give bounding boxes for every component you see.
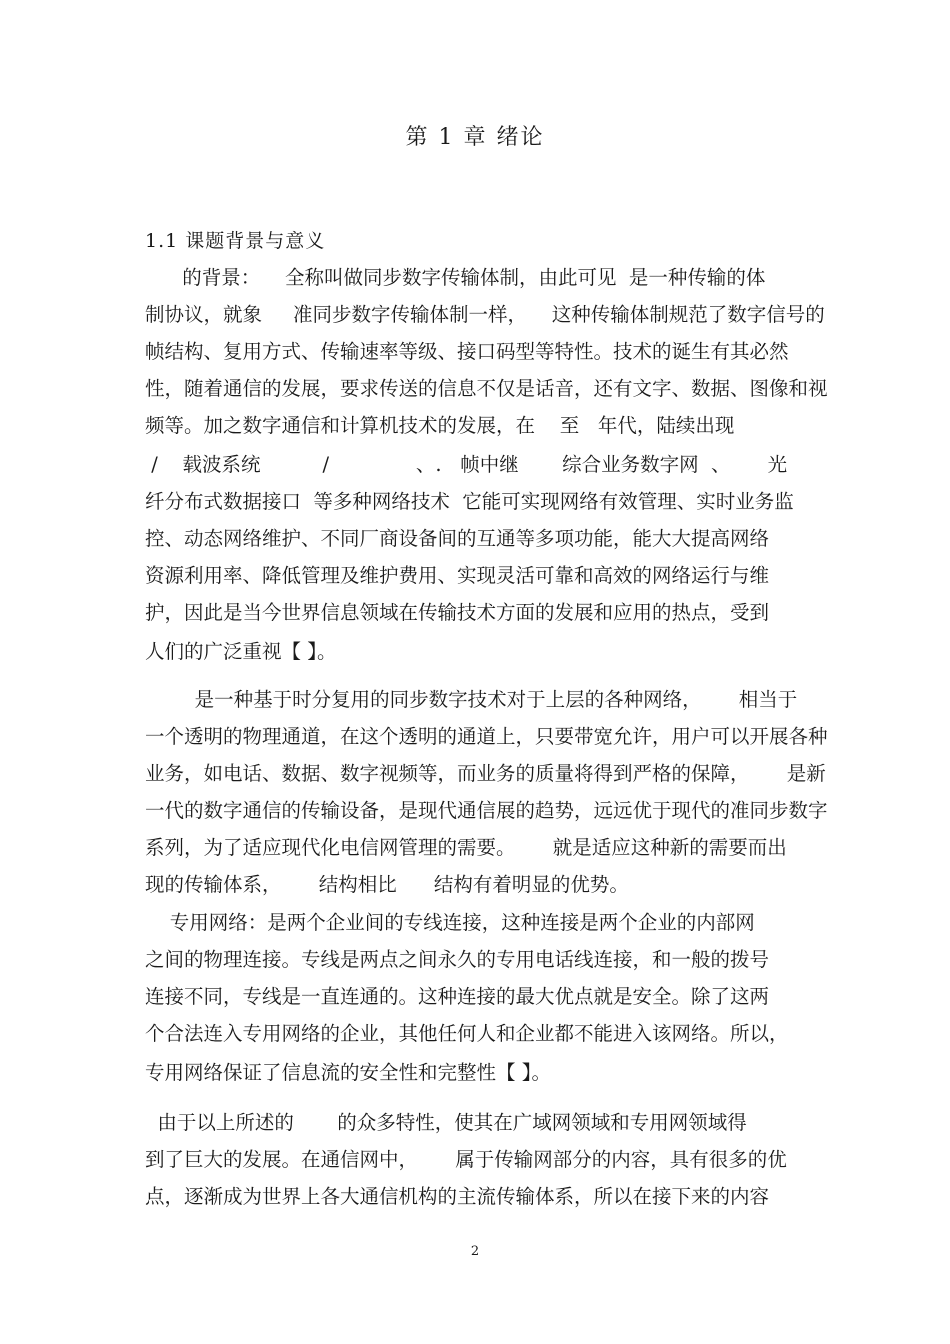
- text-line: 纤分布式数据接口 等多种网络技术 它能可实现网络有效管理、实时业务监: [145, 490, 794, 513]
- text-line: 的背景： 全称叫做同步数字传输体制，由此可见 是一种传输的体: [145, 266, 766, 289]
- text-line: 一代的数字通信的传输设备，是现代通信展的趋势，远远优于现代的准同步数字: [145, 799, 828, 822]
- text-line: 人们的广泛重视【 】。: [145, 640, 337, 663]
- text-line: 个合法连入专用网络的企业，其他任何人和企业都不能进入该网络。所以，: [145, 1022, 789, 1045]
- text-line: 制协议，就象 准同步数字传输体制一样， 这种传输体制规范了数字信号的: [145, 303, 825, 326]
- text-line: 业务，如电话、数据、数字视频等，而业务的质量将得到严格的保障， 是新: [145, 762, 826, 785]
- text-line: 现的传输体系， 结构相比 结构有着明显的优势。: [145, 873, 629, 896]
- text-line: 控、动态网络维护、不同厂商设备间的互通等多项功能，能大大提高网络: [145, 527, 770, 550]
- text-line: 资源利用率、降低管理及维护费用、实现灵活可靠和高效的网络运行与维: [145, 564, 770, 587]
- text-line: 专用网络保证了信息流的安全性和完整性【 】。: [145, 1061, 551, 1084]
- text-line: 系列，为了适应现代化电信网管理的需要。 就是适应这种新的需要而出: [145, 836, 787, 859]
- text-line: 性，随着通信的发展，要求传送的信息不仅是话音，还有文字、数据、图像和视: [145, 377, 828, 400]
- text-line: 一个透明的物理通道，在这个透明的通道上，只要带宽允许，用户可以开展各种: [145, 725, 828, 748]
- text-line: 点，逐渐成为世界上各大通信机构的主流传输体系，所以在接下来的内容: [145, 1185, 770, 1208]
- section-heading: 1.1 课题背景与意义: [145, 230, 326, 252]
- page-number: 2: [470, 1244, 480, 1259]
- text-line: / 载波系统 / 、. 帧中继 综合业务数字网 、 光: [145, 453, 788, 476]
- text-line: 帧结构、复用方式、传输速率等级、接口码型等特性。技术的诞生有其必然: [145, 340, 789, 363]
- text-line: 之间的物理连接。专线是两点之间永久的专用电话线连接，和一般的拨号: [145, 948, 770, 971]
- text-line: 频等。加之数字通信和计算机技术的发展，在 至 年代，陆续出现: [145, 414, 735, 437]
- text-line: 是一种基于时分复用的同步数字技术对于上层的各种网络， 相当于: [145, 688, 798, 711]
- chapter-title: 第 1 章 绪论: [405, 125, 545, 150]
- text-line: 连接不同，专线是一直连通的。这种连接的最大优点就是安全。除了这两: [145, 985, 770, 1008]
- text-line: 护，因此是当今世界信息领域在传输技术方面的发展和应用的热点，受到: [145, 601, 770, 624]
- text-line: 到了巨大的发展。在通信网中， 属于传输网部分的内容，具有很多的优: [145, 1148, 787, 1171]
- text-line: 由于以上所述的 的众多特性，使其在广域网领域和专用网领域得: [145, 1111, 747, 1134]
- text-line: 专用网络：是两个企业间的专线连接，这种连接是两个企业的内部网: [145, 911, 755, 934]
